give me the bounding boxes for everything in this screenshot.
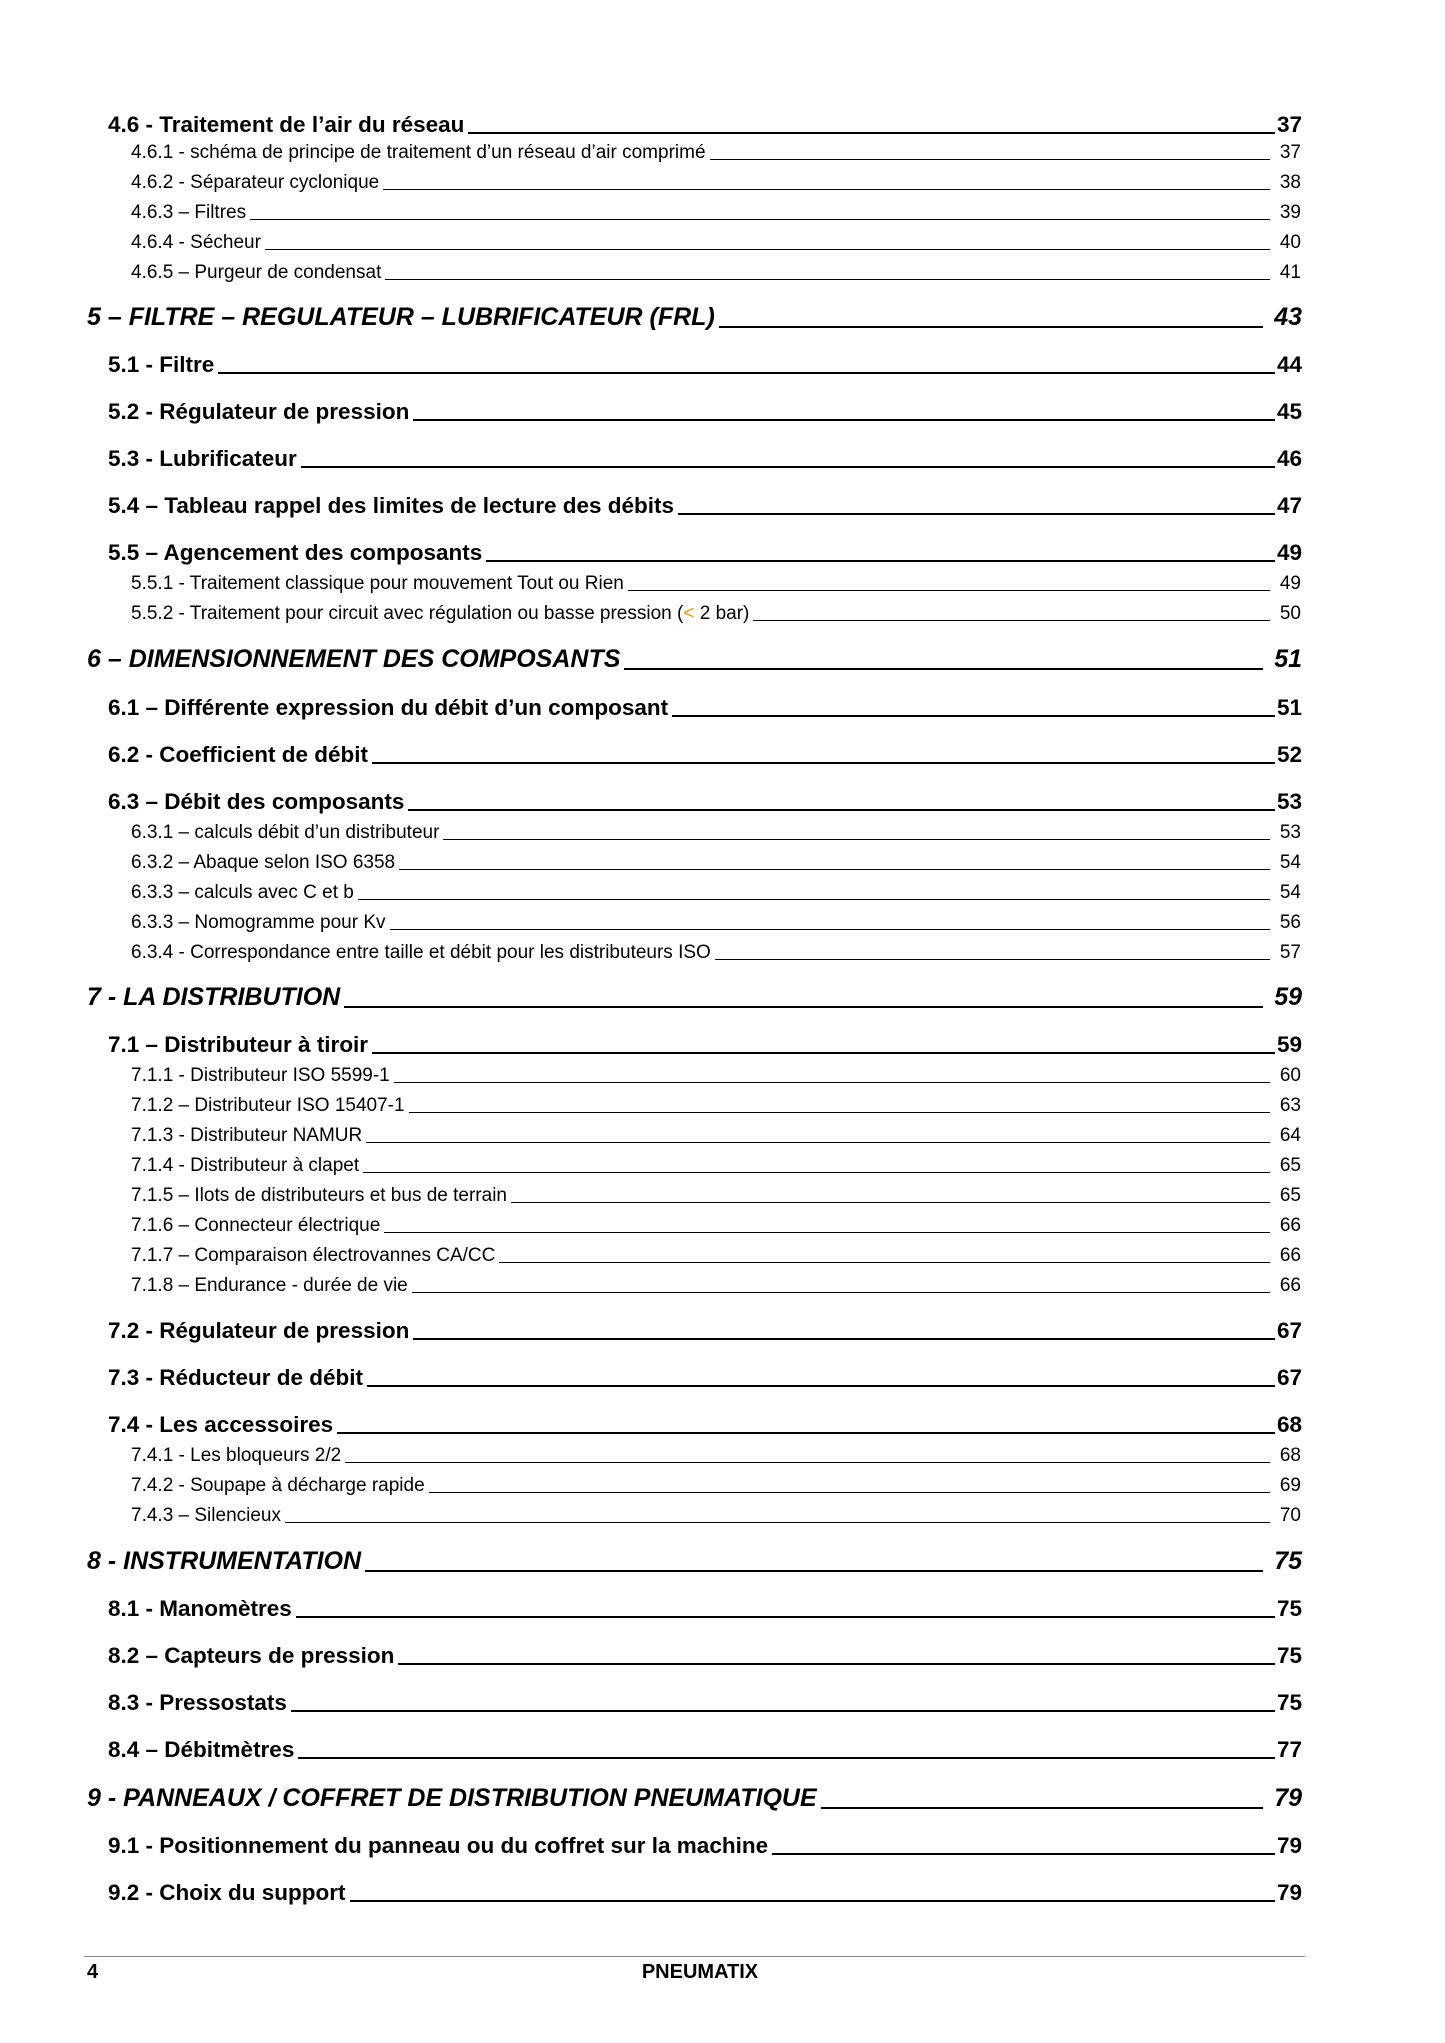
toc-page-number: 66 [1279,1215,1301,1236]
toc-entry-title: 7.4 - Les accessoires [108,1412,334,1437]
toc-page-number: 37 [1279,142,1301,163]
toc-leader-line [672,715,1275,717]
toc-page-number: 54 [1279,852,1301,873]
toc-entry-title: 9 - PANNEAUX / COFFRET DE DISTRIBUTION PNEUMATIQUE [87,1784,817,1812]
toc-leader-line [350,1900,1275,1902]
toc-leader-line [358,899,1270,900]
toc-leader-line [394,1082,1270,1083]
toc-leader-line [384,1232,1270,1233]
toc-page-number: 51 [1276,695,1302,720]
toc-entry-title: 9.1 - Positionnement du panneau ou du coffret sur la machine [108,1833,769,1858]
toc-page-number: 52 [1276,742,1302,767]
toc-entry-title: 8.3 - Pressostats [108,1690,287,1715]
toc-entry-sec[interactable] [108,108,1302,138]
toc-page-number: 67 [1276,1318,1302,1343]
toc-entry-title: 7.1.4 - Distributeur à clapet [131,1155,360,1176]
toc-page-number: 49 [1279,573,1301,594]
toc-entry-title: 4.6.4 - Sécheur [131,232,261,253]
toc-leader-line [429,1492,1270,1493]
toc-page-number: 68 [1279,1445,1301,1466]
toc-entry-title: 6.3.2 – Abaque selon ISO 6358 [131,852,396,873]
toc-entry-sub[interactable] [131,1151,1301,1177]
toc-page-number: 37 [1276,112,1302,137]
toc-leader-line [486,560,1275,562]
toc-page-number: 75 [1276,1643,1302,1668]
toc-leader-line [753,620,1269,621]
toc-entry-title: 7.1 – Distributeur à tiroir [108,1032,369,1057]
toc-leader-line [372,1052,1275,1054]
toc-page-number: 47 [1276,493,1302,518]
toc-page-number: 50 [1279,603,1301,624]
toc-page-number: 79 [1276,1880,1302,1905]
toc-entry-chap[interactable] [87,980,1302,1012]
toc-entry-title: 7.1.3 - Distributeur NAMUR [131,1125,363,1146]
toc-page-number: 54 [1279,882,1301,903]
toc-entry-title: 4.6.2 - Séparateur cyclonique [131,172,380,193]
toc-page-number: 51 [1274,645,1302,673]
toc-leader-line [291,1710,1275,1712]
toc-page-number: 75 [1274,1547,1302,1575]
toc-entry-title: 7.1.6 – Connecteur électrique [131,1215,381,1236]
toc-leader-line [719,326,1263,328]
toc-entry-sub[interactable] [131,1501,1301,1527]
toc-leader-line [337,1432,1275,1434]
toc-leader-line [383,189,1270,190]
toc-leader-line [250,219,1270,220]
toc-page-number: 77 [1276,1737,1302,1762]
toc-page-number: 41 [1279,262,1301,283]
toc-entry-title: 6.3.4 - Correspondance entre taille et débit pour les distributeurs ISO [131,942,711,963]
footer-rule [84,1956,1305,1957]
toc-leader-line [772,1853,1275,1855]
toc-entry-sec[interactable] [108,738,1302,768]
toc-entry-chap[interactable] [87,300,1302,332]
toc-page-number: 56 [1279,912,1301,933]
toc-leader-line [511,1202,1270,1203]
toc-entry-title: 6.3 – Débit des composants [108,789,405,814]
toc-entry-title: 5.1 - Filtre [108,352,215,377]
toc-entry-sub[interactable] [131,1121,1301,1147]
toc-page-number: 45 [1276,399,1302,424]
toc-page-number: 79 [1274,1784,1302,1812]
toc-page-number: 46 [1276,446,1302,471]
toc-leader-line [296,1616,1275,1618]
toc-entry-sec[interactable] [108,1314,1302,1344]
toc-leader-line [409,1112,1270,1113]
toc-entry-title: 5 – FILTRE – REGULATEUR – LUBRIFICATEUR (FRL) [87,303,715,331]
toc-entry-title: 6.2 - Coefficient de débit [108,742,369,767]
toc-entry-sub[interactable] [131,1441,1301,1467]
toc-page-number: 63 [1279,1095,1301,1116]
toc-entry-title: 7.4.3 – Silencieux [131,1505,281,1526]
toc-leader-line [398,1663,1275,1665]
toc-entry-title: 7.1.2 – Distributeur ISO 15407-1 [131,1095,405,1116]
footer-page-number: 4 [87,1961,99,1983]
toc-leader-line [390,929,1270,930]
toc-entry-title: 5.2 - Régulateur de pression [108,399,410,424]
toc-page-number: 68 [1276,1412,1302,1437]
toc-entry-sec[interactable] [108,691,1302,721]
toc-entry-title: 7.2 - Régulateur de pression [108,1318,410,1343]
toc-entry-sub[interactable] [131,1241,1301,1267]
toc-entry-title: 8 - INSTRUMENTATION [87,1547,362,1575]
toc-page-number: 60 [1279,1065,1301,1086]
toc-entry-title: 5.4 – Tableau rappel des limites de lecture des débits [108,493,675,518]
toc-entry-sub[interactable] [131,1091,1301,1117]
toc-entry-title: 7.1.5 – Ilots de distributeurs et bus de terrain [131,1185,507,1206]
toc-entry-sec[interactable] [108,489,1302,519]
toc-entry-title: 8.2 – Capteurs de pression [108,1643,395,1668]
toc-entry-sec[interactable] [108,395,1302,425]
toc-page-number: 59 [1276,1032,1302,1057]
toc-entry-title: 7 - LA DISTRIBUTION [87,983,341,1011]
toc-page-number: 44 [1276,352,1302,377]
toc-entry-sec[interactable] [108,1733,1302,1763]
toc-page-number: 49 [1276,540,1302,565]
toc-entry-sub[interactable] [131,908,1301,934]
toc-page-number: 75 [1276,1690,1302,1715]
toc-leader-line [298,1757,1275,1759]
toc-entry-sub[interactable] [131,1181,1301,1207]
toc-entry-sec[interactable] [108,1408,1302,1438]
toc-page-number: 53 [1279,822,1301,843]
toc-entry-title: 8.4 – Débitmètres [108,1737,295,1762]
toc-leader-line [367,1385,1275,1387]
toc-leader-line [443,839,1269,840]
toc-entry-title: 5.5.2 - Traitement pour circuit avec régulation ou basse pression (< 2 bar) [131,603,750,624]
toc-entry-sub[interactable] [131,878,1301,904]
toc-entry-sub[interactable] [131,848,1301,874]
toc-page-number: 40 [1279,232,1301,253]
toc-entry-sec[interactable] [108,1876,1302,1906]
toc-leader-line [468,132,1275,134]
toc-entry-title: 7.1.1 - Distributeur ISO 5599-1 [131,1065,390,1086]
toc-entry-chap[interactable] [87,1781,1302,1813]
toc-entry-title: 6.1 – Différente expression du débit d’un composant [108,695,669,720]
toc-entry-title: 7.1.7 – Comparaison électrovannes CA/CC [131,1245,496,1266]
toc-page-number: 66 [1279,1245,1301,1266]
toc-entry-sub[interactable] [131,228,1301,254]
toc-entry-sub[interactable] [131,1061,1301,1087]
toc-entry-sub[interactable] [131,1471,1301,1497]
toc-entry-title: 7.3 - Réducteur de débit [108,1365,364,1390]
toc-entry-title: 4.6.3 – Filtres [131,202,247,223]
toc-entry-chap[interactable] [87,642,1302,674]
toc-page-number: 59 [1274,983,1302,1011]
toc-page-number: 65 [1279,1155,1301,1176]
toc-entry-sub[interactable] [131,938,1301,964]
toc-entry-title: 9.2 - Choix du support [108,1880,346,1905]
toc-leader-line [363,1172,1270,1173]
toc-page-number: 70 [1279,1505,1301,1526]
toc-leader-line [678,513,1275,515]
toc-leader-line [412,1292,1270,1293]
toc-page-number: 43 [1274,303,1302,331]
toc-entry-sub[interactable] [131,569,1301,595]
toc-entry-title: 7.1.8 – Endurance - durée de vie [131,1275,408,1296]
toc-page-number: 64 [1279,1125,1301,1146]
toc-leader-line [345,1462,1270,1463]
toc-entry-title: 7.4.2 - Soupape à décharge rapide [131,1475,425,1496]
toc-page-number: 38 [1279,172,1301,193]
toc-entry-sec[interactable] [108,1686,1302,1716]
toc-entry-sec[interactable] [108,442,1302,472]
toc-entry-sub[interactable] [131,1211,1301,1237]
toc-entry-sec[interactable] [108,536,1302,566]
toc-leader-line [265,249,1270,250]
toc-page-number: 65 [1279,1185,1301,1206]
toc-entry-sec[interactable] [108,1639,1302,1669]
toc-entry-title: 7.4.1 - Les bloqueurs 2/2 [131,1445,342,1466]
toc-leader-line [399,869,1270,870]
toc-entry-title: 6.3.3 – calculs avec C et b [131,882,354,903]
less-than-symbol: < [683,603,695,624]
toc-leader-line [218,372,1275,374]
toc-leader-line [372,762,1275,764]
toc-entry-sec[interactable] [108,1361,1302,1391]
toc-leader-line [413,419,1275,421]
toc-entry-title: 4.6 - Traitement de l’air du réseau [108,112,465,137]
toc-entry-chap[interactable] [87,1544,1302,1576]
toc-entry-sec[interactable] [108,1028,1302,1058]
toc-entry-title: 6 – DIMENSIONNEMENT DES COMPOSANTS [87,645,621,673]
toc-page-number: 69 [1279,1475,1301,1496]
toc-page-number: 57 [1279,942,1301,963]
toc-entry-sub[interactable] [131,138,1301,164]
toc-page-number: 66 [1279,1275,1301,1296]
toc-entry-title: 6.3.3 – Nomogramme pour Kv [131,912,386,933]
toc-entry-sub[interactable] [131,198,1301,224]
toc-page-number: 67 [1276,1365,1302,1390]
toc-entry-sec[interactable] [108,1592,1302,1622]
toc-page-number: 53 [1276,789,1302,814]
toc-entry-sub[interactable] [131,818,1301,844]
toc-page-number: 79 [1276,1833,1302,1858]
toc-entry-sec[interactable] [108,785,1302,815]
toc-page-number: 39 [1279,202,1301,223]
toc-entry-sub[interactable] [131,258,1301,284]
toc-entry-title: 6.3.1 – calculs débit d’un distributeur [131,822,440,843]
toc-entry-title: 5.3 - Lubrificateur [108,446,297,471]
toc-leader-line [365,1570,1263,1572]
footer-title: PNEUMATIX [641,1961,759,1983]
toc-entry-sub[interactable] [131,168,1301,194]
toc-leader-line [366,1142,1270,1143]
toc-leader-line [628,590,1270,591]
toc-leader-line [413,1338,1275,1340]
toc-leader-line [624,668,1263,670]
toc-entry-title: 5.5.1 - Traitement classique pour mouvement Tout ou Rien [131,573,624,594]
toc-entry-sub[interactable] [131,1271,1301,1297]
toc-leader-line [710,159,1270,160]
toc-leader-line [344,1006,1263,1008]
toc-leader-line [385,279,1270,280]
toc-leader-line [715,959,1270,960]
toc-entry-title: 8.1 - Manomètres [108,1596,292,1621]
toc-entry-sec[interactable] [108,1829,1302,1859]
toc-entry-sec[interactable] [108,348,1302,378]
toc-leader-line [499,1262,1270,1263]
toc-entry-title: 4.6.5 – Purgeur de condensat [131,262,382,283]
toc-entry-title: 5.5 – Agencement des composants [108,540,483,565]
toc-leader-line [821,1807,1264,1809]
toc-entry-title: 4.6.1 - schéma de principe de traitement d’un réseau d’air comprimé [131,142,706,163]
toc-leader-line [285,1522,1270,1523]
toc-leader-line [408,809,1275,811]
toc-entry-sub[interactable] [131,599,1301,625]
toc-leader-line [301,466,1275,468]
toc-page-number: 75 [1276,1596,1302,1621]
